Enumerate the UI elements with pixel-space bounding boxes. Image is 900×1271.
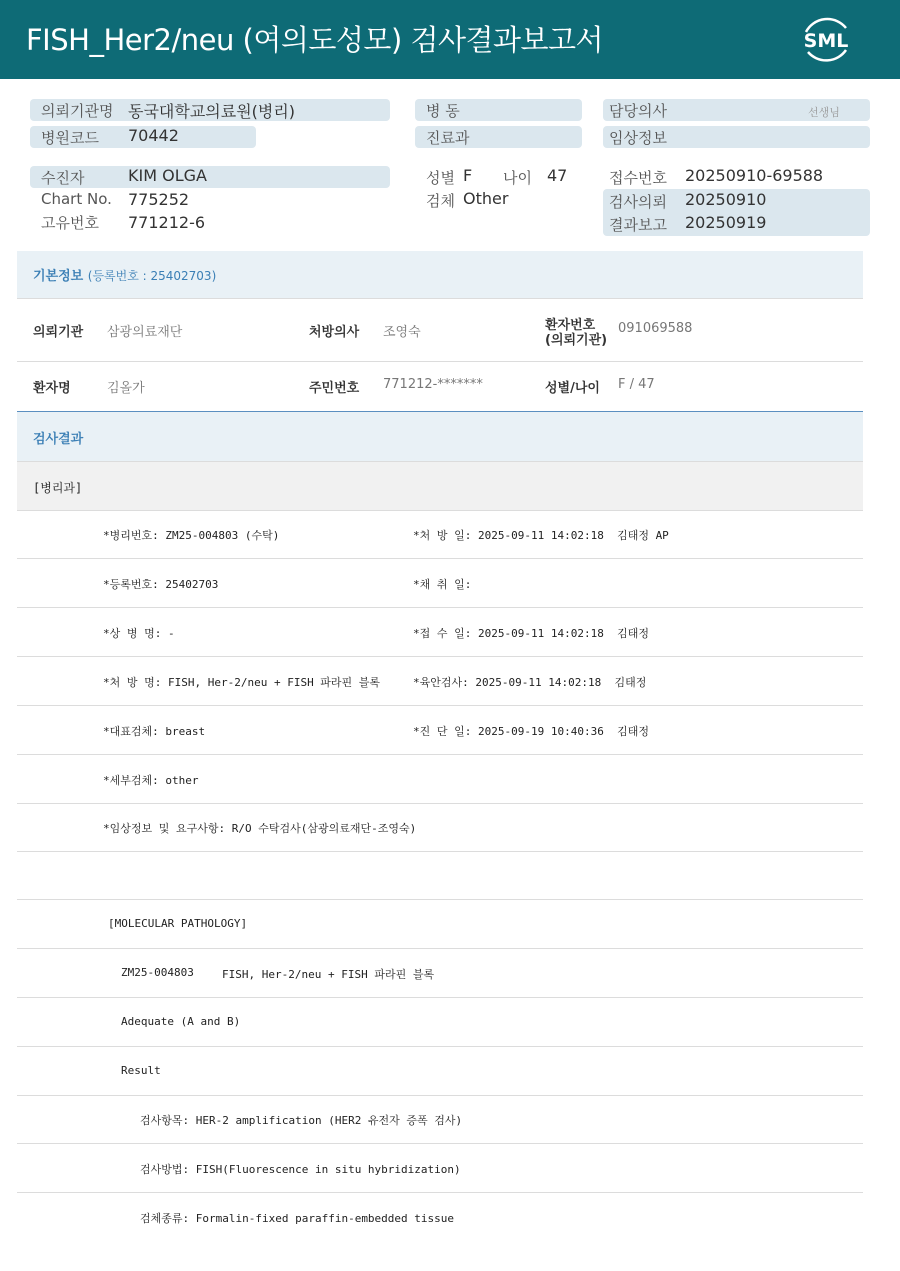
basic-inst-label: 의뢰기관 <box>33 325 84 340</box>
divider <box>17 1192 863 1193</box>
chart-value: 775252 <box>128 190 190 209</box>
result-row-left: *처 방 명: FISH, Her-2/neu + FISH 파라핀 블록 <box>103 676 381 689</box>
code-label: 병원코드 <box>41 129 99 147</box>
basic-rrn-value: 771212-******* <box>383 377 483 392</box>
request-value: 20250910 <box>685 190 767 209</box>
dept-label: 진료과 <box>426 129 470 147</box>
basic-doctor-label: 처방의사 <box>309 325 360 340</box>
receipt-label: 접수번호 <box>609 169 667 187</box>
result-row-right: *채 취 일: <box>413 578 472 591</box>
chart-label: Chart No. <box>41 190 112 208</box>
divider <box>17 607 863 608</box>
basic-sexage-label: 성별/나이 <box>545 381 600 396</box>
specimen-label: 검체 <box>426 192 455 210</box>
sex-value: F <box>463 166 473 185</box>
basic-inst-value: 삼광의료재단 <box>107 325 183 340</box>
pathology-dept-label: [병리과] <box>33 481 83 495</box>
basic-rrn-label: 주민번호 <box>309 381 360 396</box>
divider <box>17 1046 863 1047</box>
divider <box>17 510 863 511</box>
inst-label: 의뢰기관명 <box>41 102 114 120</box>
doctor-suffix: 선생님 <box>808 106 840 119</box>
divider <box>17 461 863 462</box>
inst-value: 동국대학교의료원(병리) <box>128 102 296 121</box>
request-label: 검사의뢰 <box>609 193 667 211</box>
result-row-left: *등록번호: 25402703 <box>103 578 219 591</box>
divider <box>17 899 863 900</box>
ward-label: 병 동 <box>426 102 460 120</box>
logo-text: SML <box>803 30 849 52</box>
basic-doctor-value: 조영숙 <box>383 325 421 340</box>
report-label: 결과보고 <box>609 216 667 234</box>
result-title: 검사결과 <box>33 432 84 447</box>
age-label: 나이 <box>503 169 532 187</box>
clinical-label: 임상정보 <box>609 129 667 147</box>
basic-info-header <box>17 251 863 298</box>
divider <box>17 558 863 559</box>
basic-sexage-value: F / 47 <box>618 377 655 392</box>
adequacy-text: Adequate (A and B) <box>121 1015 241 1028</box>
result-row-right: *접 수 일: 2025-09-11 14:02:18 김태정 <box>413 627 649 640</box>
result-row-left: *임상정보 및 요구사항: R/O 수탁검사(삼광의료재단-조영숙) <box>103 822 417 835</box>
receipt-value: 20250910-69588 <box>685 166 824 185</box>
divider <box>17 361 863 362</box>
molecular-title: [MOLECULAR PATHOLOGY] <box>108 917 248 930</box>
sml-logo <box>796 12 856 68</box>
specimen-value: Other <box>463 189 509 208</box>
code-value: 70442 <box>128 126 179 145</box>
result-row-right: *처 방 일: 2025-09-11 14:02:18 김태정 AP <box>413 529 669 542</box>
sex-label: 성별 <box>426 169 455 187</box>
age-value: 47 <box>547 166 568 185</box>
result-row-left: *병리번호: ZM25-004803 (수탁) <box>103 529 280 542</box>
divider <box>17 1143 863 1144</box>
basic-ptno-label: 환자번호 <box>545 318 596 333</box>
doctor-label: 담당의사 <box>609 102 667 120</box>
report-title: FISH_Her2/neu (여의도성모) 검사결과보고서 <box>26 23 604 57</box>
molecular-case-id: ZM25-004803 <box>121 966 194 979</box>
divider <box>17 997 863 998</box>
result-row-right: *육안검사: 2025-09-11 14:02:18 김태정 <box>413 676 647 689</box>
specimen-type: 검체종류: Formalin-fixed paraffin-embedded tissue <box>140 1212 455 1225</box>
result-row-left: *세부검체: other <box>103 774 199 787</box>
id-label: 고유번호 <box>41 214 99 232</box>
divider <box>17 705 863 706</box>
result-row-left: *상 병 명: - <box>103 627 175 640</box>
report-header-bar <box>0 0 900 79</box>
divider <box>17 754 863 755</box>
result-header <box>17 411 863 461</box>
test-item: 검사항목: HER-2 amplification (HER2 유전자 증폭 검사) <box>140 1114 463 1127</box>
divider <box>17 851 863 852</box>
basic-ptno-label-sub: (의뢰기관) <box>545 333 608 348</box>
divider <box>17 1095 863 1096</box>
basic-ptno-value: 091069588 <box>618 321 693 336</box>
result-row-left: *대표검체: breast <box>103 725 206 738</box>
result-row-right: *진 단 일: 2025-09-19 10:40:36 김태정 <box>413 725 649 738</box>
result-subheading: Result <box>121 1064 161 1077</box>
basic-info-title: 기본정보 <box>33 269 84 284</box>
basic-info-reg: (등록번호 : 25402703) <box>87 269 217 283</box>
divider <box>17 948 863 949</box>
patient-label: 수진자 <box>41 169 85 187</box>
molecular-case-desc: FISH, Her-2/neu + FISH 파라핀 블록 <box>222 968 435 981</box>
basic-name-value: 김올가 <box>107 381 145 396</box>
test-method: 검사방법: FISH(Fluorescence in situ hybridization) <box>140 1163 461 1176</box>
divider <box>17 656 863 657</box>
id-value: 771212-6 <box>128 213 206 232</box>
patient-value: KIM OLGA <box>128 166 207 185</box>
pathology-dept-row <box>17 462 863 510</box>
divider <box>17 803 863 804</box>
basic-name-label: 환자명 <box>33 381 71 396</box>
divider <box>17 298 863 299</box>
report-value: 20250919 <box>685 213 767 232</box>
